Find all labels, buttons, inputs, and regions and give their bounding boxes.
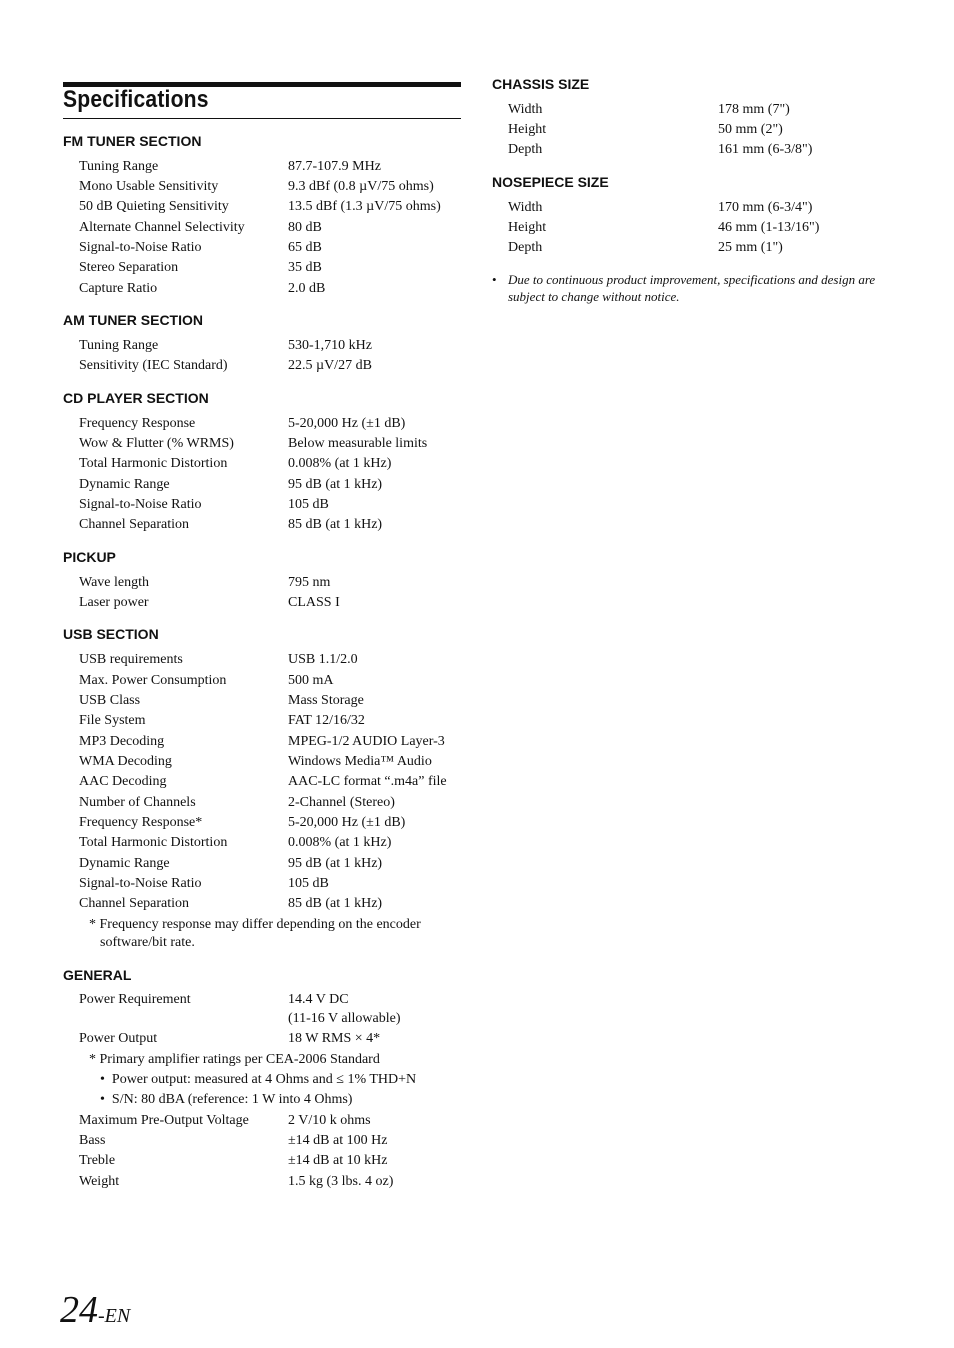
spec-label: Tuning Range bbox=[79, 338, 159, 353]
spec-label: Height bbox=[508, 122, 547, 137]
spec-label: Weight bbox=[79, 1174, 120, 1189]
spec-value: MPEG-1/2 AUDIO Layer-3 bbox=[288, 734, 445, 749]
spec-value: 95 dB (at 1 kHz) bbox=[288, 477, 383, 492]
spec-label: File System bbox=[79, 713, 146, 728]
section-heading: CHASSIS SIZE bbox=[492, 76, 590, 92]
spec-label: Total Harmonic Distortion bbox=[79, 456, 228, 471]
section-heading: PICKUP bbox=[63, 549, 116, 565]
bullet-icon: • bbox=[100, 1072, 112, 1087]
bullet-text: S/N: 80 dBA (reference: 1 W into 4 Ohms) bbox=[111, 1092, 353, 1107]
spec-label: Wow & Flutter (% WRMS) bbox=[79, 436, 234, 451]
spec-label: Channel Separation bbox=[79, 517, 190, 532]
spec-value: 530-1,710 kHz bbox=[288, 338, 372, 353]
spec-value: AAC-LC format “.m4a” file bbox=[288, 774, 447, 789]
spec-value: 80 dB bbox=[288, 220, 322, 235]
bullet-item bbox=[100, 1091, 352, 1109]
spec-label: Number of Channels bbox=[79, 795, 196, 810]
spec-value: 2-Channel (Stereo) bbox=[288, 795, 395, 810]
spec-value: 0.008% (at 1 kHz) bbox=[288, 456, 392, 471]
spec-value: 25 mm (1") bbox=[718, 240, 783, 255]
section-heading: AM TUNER SECTION bbox=[63, 312, 203, 328]
spec-label: WMA Decoding bbox=[79, 754, 172, 769]
spec-value: 5-20,000 Hz (±1 dB) bbox=[288, 815, 406, 830]
spec-label: Mono Usable Sensitivity bbox=[79, 179, 219, 194]
usb-footnote-line2: software/bit rate. bbox=[100, 935, 195, 950]
spec-value: 170 mm (6-3/4") bbox=[718, 200, 813, 215]
bullet-icon: • bbox=[492, 272, 497, 287]
spec-label: AAC Decoding bbox=[79, 774, 167, 789]
spec-label: Dynamic Range bbox=[79, 856, 170, 871]
spec-label: Treble bbox=[79, 1153, 116, 1168]
spec-label: Depth bbox=[508, 240, 543, 255]
usb-footnote-line1: * Frequency response may differ depending on the encoder bbox=[89, 917, 421, 932]
spec-value: 65 dB bbox=[288, 240, 322, 255]
spec-value: 500 mA bbox=[288, 673, 334, 688]
spec-value: 105 dB bbox=[288, 876, 329, 891]
spec-label: Signal-to-Noise Ratio bbox=[79, 497, 202, 512]
spec-label: Sensitivity (IEC Standard) bbox=[79, 358, 228, 373]
spec-label: Signal-to-Noise Ratio bbox=[79, 876, 202, 891]
bullet-item bbox=[100, 1071, 416, 1089]
spec-label: MP3 Decoding bbox=[79, 734, 165, 749]
spec-value: 18 W RMS × 4* bbox=[288, 1031, 381, 1046]
spec-label: Wave length bbox=[79, 575, 150, 590]
spec-value: 105 dB bbox=[288, 497, 329, 512]
spec-value: 87.7-107.9 MHz bbox=[288, 159, 381, 174]
title-underline bbox=[63, 118, 461, 119]
spec-label: Alternate Channel Selectivity bbox=[79, 220, 245, 235]
spec-label: Frequency Response bbox=[79, 416, 196, 431]
page-number-digits: 24 bbox=[60, 1289, 98, 1331]
section-heading: CD PLAYER SECTION bbox=[63, 390, 209, 406]
change-notice-text: Due to continuous product improvement, specifications and design are subject to change without notice. bbox=[508, 272, 876, 304]
bullet-text: Power output: measured at 4 Ohms and ≤ 1% THD+N bbox=[111, 1072, 417, 1087]
spec-value: 0.008% (at 1 kHz) bbox=[288, 835, 392, 850]
spec-value: (11-16 V allowable) bbox=[288, 1011, 401, 1026]
spec-value: Below measurable limits bbox=[288, 436, 428, 451]
spec-label: Stereo Separation bbox=[79, 260, 179, 275]
spec-value: 2.0 dB bbox=[288, 281, 326, 296]
spec-label: Dynamic Range bbox=[79, 477, 170, 492]
spec-label: Bass bbox=[79, 1133, 106, 1148]
spec-value: 1.5 kg (3 lbs. 4 oz) bbox=[288, 1174, 394, 1189]
spec-label: Maximum Pre-Output Voltage bbox=[79, 1113, 249, 1128]
spec-value: 22.5 µV/27 dB bbox=[288, 358, 372, 373]
section-heading: GENERAL bbox=[63, 967, 132, 983]
spec-value: 178 mm (7") bbox=[718, 102, 790, 117]
spec-label: Width bbox=[508, 102, 543, 117]
spec-label: Capture Ratio bbox=[79, 281, 158, 296]
spec-label: Frequency Response* bbox=[79, 815, 203, 830]
spec-value: 5-20,000 Hz (±1 dB) bbox=[288, 416, 406, 431]
spec-value: 35 dB bbox=[288, 260, 322, 275]
spec-label: 50 dB Quieting Sensitivity bbox=[79, 199, 229, 214]
spec-value: 14.4 V DC bbox=[288, 992, 349, 1007]
spec-value: FAT 12/16/32 bbox=[288, 713, 365, 728]
spec-value: 85 dB (at 1 kHz) bbox=[288, 896, 383, 911]
spec-label: USB Class bbox=[79, 693, 141, 708]
spec-label: USB requirements bbox=[79, 652, 183, 667]
spec-label: Depth bbox=[508, 142, 543, 157]
spec-label: Signal-to-Noise Ratio bbox=[79, 240, 202, 255]
spec-label: Total Harmonic Distortion bbox=[79, 835, 228, 850]
section-heading: FM TUNER SECTION bbox=[63, 133, 202, 149]
page-number-suffix: -EN bbox=[98, 1305, 131, 1327]
spec-value: 9.3 dBf (0.8 µV/75 ohms) bbox=[288, 179, 434, 194]
spec-value: Windows Media™ Audio bbox=[288, 754, 432, 769]
spec-label: Power Output bbox=[79, 1031, 158, 1046]
spec-label: Height bbox=[508, 220, 547, 235]
section-heading: USB SECTION bbox=[63, 626, 159, 642]
spec-value: ±14 dB at 10 kHz bbox=[288, 1153, 388, 1168]
spec-label: Max. Power Consumption bbox=[79, 673, 227, 688]
spec-label: Channel Separation bbox=[79, 896, 190, 911]
page-number bbox=[60, 1288, 130, 1332]
spec-label: Width bbox=[508, 200, 543, 215]
general-footnote: * Primary amplifier ratings per CEA-2006 Standard bbox=[89, 1052, 380, 1067]
spec-value: 46 mm (1-13/16") bbox=[718, 220, 820, 235]
spec-value: 795 nm bbox=[288, 575, 331, 590]
section-heading: NOSEPIECE SIZE bbox=[492, 174, 609, 190]
spec-label: Tuning Range bbox=[79, 159, 159, 174]
spec-value: USB 1.1/2.0 bbox=[288, 652, 358, 667]
page-title: Specifications bbox=[63, 86, 209, 113]
spec-value: 95 dB (at 1 kHz) bbox=[288, 856, 383, 871]
spec-value: ±14 dB at 100 Hz bbox=[288, 1133, 388, 1148]
spec-label: Power Requirement bbox=[79, 992, 191, 1007]
spec-value: 85 dB (at 1 kHz) bbox=[288, 517, 383, 532]
spec-value: 161 mm (6-3/8") bbox=[718, 142, 813, 157]
spec-value: 2 V/10 k ohms bbox=[288, 1113, 371, 1128]
spec-value: Mass Storage bbox=[288, 693, 364, 708]
spec-value: CLASS I bbox=[288, 595, 340, 610]
spec-value: 50 mm (2") bbox=[718, 122, 783, 137]
bullet-icon: • bbox=[100, 1092, 112, 1107]
spec-label: Laser power bbox=[79, 595, 149, 610]
spec-value: 13.5 dBf (1.3 µV/75 ohms) bbox=[288, 199, 441, 214]
